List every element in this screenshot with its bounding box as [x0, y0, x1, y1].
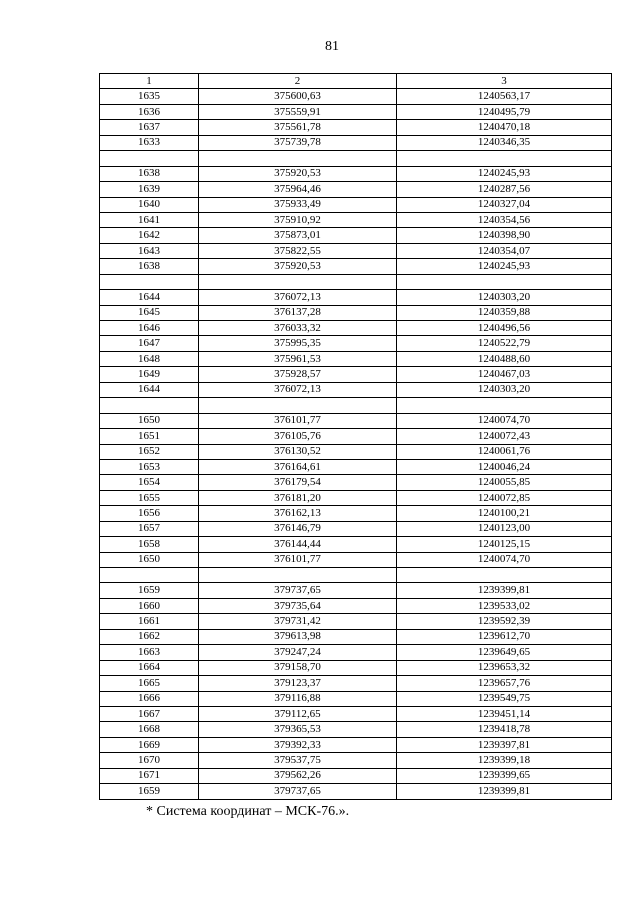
point-number-cell: 1644: [100, 382, 199, 397]
point-number-cell: 1647: [100, 336, 199, 351]
x-coordinate-cell: 375928,57: [199, 367, 397, 382]
x-coordinate-cell: 379392,33: [199, 737, 397, 752]
y-coordinate-cell: 1240074,70: [397, 413, 612, 428]
table-row: [100, 429, 612, 444]
x-coordinate-cell: 375873,01: [199, 228, 397, 243]
point-number-cell: 1659: [100, 583, 199, 598]
table-row: [100, 490, 612, 505]
table-row: [100, 135, 612, 150]
point-number-cell: 1651: [100, 429, 199, 444]
y-coordinate-cell: 1239549,75: [397, 691, 612, 706]
table-row: [100, 506, 612, 521]
point-number-cell: 1638: [100, 166, 199, 181]
point-number-cell: 1653: [100, 459, 199, 474]
y-coordinate-cell: 1240495,79: [397, 104, 612, 119]
table-row: [100, 676, 612, 691]
x-coordinate-cell: 376101,77: [199, 413, 397, 428]
y-coordinate-cell: 1239592,39: [397, 614, 612, 629]
x-coordinate-cell: 379158,70: [199, 660, 397, 675]
point-number-cell: [100, 568, 199, 583]
table-row: [100, 691, 612, 706]
point-number-cell: 1652: [100, 444, 199, 459]
page-number: 81: [325, 39, 339, 54]
point-number-cell: 1645: [100, 305, 199, 320]
table-separator-row: [100, 398, 612, 413]
table-row: [100, 737, 612, 752]
y-coordinate-cell: 1240522,79: [397, 336, 612, 351]
table-row: [100, 459, 612, 474]
table-body: [100, 89, 612, 799]
y-coordinate-cell: [397, 568, 612, 583]
point-number-cell: 1659: [100, 784, 199, 799]
y-coordinate-cell: 1240072,85: [397, 490, 612, 505]
point-number-cell: 1650: [100, 413, 199, 428]
y-coordinate-cell: 1239399,65: [397, 768, 612, 783]
x-coordinate-cell: 379737,65: [199, 784, 397, 799]
table-row: [100, 336, 612, 351]
y-coordinate-cell: 1240072,43: [397, 429, 612, 444]
y-coordinate-cell: 1239451,14: [397, 706, 612, 721]
point-number-cell: 1655: [100, 490, 199, 505]
y-coordinate-cell: 1240245,93: [397, 259, 612, 274]
point-number-cell: 1667: [100, 706, 199, 721]
y-coordinate-cell: 1240327,04: [397, 197, 612, 212]
x-coordinate-cell: 376072,13: [199, 290, 397, 305]
x-coordinate-cell: 376072,13: [199, 382, 397, 397]
column-header-point-number: 1: [100, 74, 199, 89]
y-coordinate-cell: 1239399,18: [397, 753, 612, 768]
x-coordinate-cell: 375920,53: [199, 259, 397, 274]
x-coordinate-cell: [199, 274, 397, 289]
table-row: [100, 784, 612, 799]
point-number-cell: 1660: [100, 598, 199, 613]
x-coordinate-cell: 379365,53: [199, 722, 397, 737]
table-row: [100, 228, 612, 243]
x-coordinate-cell: 379116,88: [199, 691, 397, 706]
y-coordinate-cell: 1239649,65: [397, 645, 612, 660]
y-coordinate-cell: 1239657,76: [397, 676, 612, 691]
point-number-cell: 1648: [100, 351, 199, 366]
y-coordinate-cell: 1240046,24: [397, 459, 612, 474]
table-row: [100, 413, 612, 428]
x-coordinate-cell: 376164,61: [199, 459, 397, 474]
x-coordinate-cell: 379537,75: [199, 753, 397, 768]
point-number-cell: 1641: [100, 212, 199, 227]
x-coordinate-cell: 379731,42: [199, 614, 397, 629]
point-number-cell: 1644: [100, 290, 199, 305]
point-number-cell: 1646: [100, 321, 199, 336]
table-separator-row: [100, 274, 612, 289]
x-coordinate-cell: 376105,76: [199, 429, 397, 444]
y-coordinate-cell: 1239612,70: [397, 629, 612, 644]
y-coordinate-cell: [397, 151, 612, 166]
y-coordinate-cell: 1239397,81: [397, 737, 612, 752]
table-row: [100, 351, 612, 366]
table-row: [100, 645, 612, 660]
table-row: [100, 89, 612, 104]
table-separator-row: [100, 151, 612, 166]
table-row: [100, 212, 612, 227]
table-row: [100, 290, 612, 305]
point-number-cell: 1665: [100, 676, 199, 691]
point-number-cell: 1654: [100, 475, 199, 490]
y-coordinate-cell: 1240398,90: [397, 228, 612, 243]
point-number-cell: 1639: [100, 182, 199, 197]
y-coordinate-cell: 1240100,21: [397, 506, 612, 521]
point-number-cell: [100, 398, 199, 413]
table-row: [100, 444, 612, 459]
table-row: [100, 475, 612, 490]
table-row: [100, 722, 612, 737]
coordinates-table: [99, 73, 612, 800]
coordinate-system-footnote: * Система координат – МСК-76.».: [146, 804, 350, 819]
point-number-cell: 1635: [100, 89, 199, 104]
x-coordinate-cell: 375559,91: [199, 104, 397, 119]
point-number-cell: 1662: [100, 629, 199, 644]
y-coordinate-cell: 1240467,03: [397, 367, 612, 382]
y-coordinate-cell: 1240245,93: [397, 166, 612, 181]
x-coordinate-cell: 376144,44: [199, 537, 397, 552]
table-header-row: [100, 74, 612, 89]
point-number-cell: 1671: [100, 768, 199, 783]
point-number-cell: 1633: [100, 135, 199, 150]
table-row: [100, 120, 612, 135]
point-number-cell: 1642: [100, 228, 199, 243]
table-row: [100, 243, 612, 258]
column-header-x-coordinate: 2: [199, 74, 397, 89]
x-coordinate-cell: 375600,63: [199, 89, 397, 104]
table-row: [100, 321, 612, 336]
x-coordinate-cell: 379737,65: [199, 583, 397, 598]
x-coordinate-cell: 379112,65: [199, 706, 397, 721]
x-coordinate-cell: [199, 398, 397, 413]
table-row: [100, 367, 612, 382]
y-coordinate-cell: 1240563,17: [397, 89, 612, 104]
y-coordinate-cell: 1240055,85: [397, 475, 612, 490]
x-coordinate-cell: 376181,20: [199, 490, 397, 505]
point-number-cell: 1640: [100, 197, 199, 212]
x-coordinate-cell: 379123,37: [199, 676, 397, 691]
point-number-cell: [100, 274, 199, 289]
table-row: [100, 660, 612, 675]
x-coordinate-cell: 376162,13: [199, 506, 397, 521]
x-coordinate-cell: 375933,49: [199, 197, 397, 212]
table-row: [100, 753, 612, 768]
point-number-cell: 1669: [100, 737, 199, 752]
y-coordinate-cell: 1240061,76: [397, 444, 612, 459]
x-coordinate-cell: [199, 151, 397, 166]
x-coordinate-cell: 376101,77: [199, 552, 397, 567]
x-coordinate-cell: 375910,92: [199, 212, 397, 227]
point-number-cell: 1668: [100, 722, 199, 737]
point-number-cell: 1658: [100, 537, 199, 552]
y-coordinate-cell: 1240303,20: [397, 382, 612, 397]
y-coordinate-cell: 1240354,07: [397, 243, 612, 258]
table-row: [100, 182, 612, 197]
table-row: [100, 259, 612, 274]
point-number-cell: 1670: [100, 753, 199, 768]
y-coordinate-cell: 1240287,56: [397, 182, 612, 197]
table-row: [100, 197, 612, 212]
point-number-cell: 1649: [100, 367, 199, 382]
table-row: [100, 706, 612, 721]
column-header-y-coordinate: 3: [397, 74, 612, 89]
table-row: [100, 166, 612, 181]
table-row: [100, 537, 612, 552]
table-row: [100, 629, 612, 644]
table-row: [100, 104, 612, 119]
x-coordinate-cell: 376033,32: [199, 321, 397, 336]
table-row: [100, 768, 612, 783]
point-number-cell: 1666: [100, 691, 199, 706]
y-coordinate-cell: 1239399,81: [397, 583, 612, 598]
x-coordinate-cell: 375961,53: [199, 351, 397, 366]
y-coordinate-cell: [397, 398, 612, 413]
y-coordinate-cell: 1240123,00: [397, 521, 612, 536]
y-coordinate-cell: 1240125,15: [397, 537, 612, 552]
point-number-cell: 1636: [100, 104, 199, 119]
x-coordinate-cell: 379247,24: [199, 645, 397, 660]
x-coordinate-cell: 376146,79: [199, 521, 397, 536]
x-coordinate-cell: 376137,28: [199, 305, 397, 320]
x-coordinate-cell: 376179,54: [199, 475, 397, 490]
x-coordinate-cell: 376130,52: [199, 444, 397, 459]
x-coordinate-cell: [199, 568, 397, 583]
point-number-cell: 1663: [100, 645, 199, 660]
x-coordinate-cell: 375561,78: [199, 120, 397, 135]
y-coordinate-cell: 1240496,56: [397, 321, 612, 336]
y-coordinate-cell: 1240359,88: [397, 305, 612, 320]
y-coordinate-cell: [397, 274, 612, 289]
point-number-cell: 1643: [100, 243, 199, 258]
table-row: [100, 382, 612, 397]
table-row: [100, 521, 612, 536]
y-coordinate-cell: 1239418,78: [397, 722, 612, 737]
x-coordinate-cell: 379735,64: [199, 598, 397, 613]
point-number-cell: 1637: [100, 120, 199, 135]
x-coordinate-cell: 379562,26: [199, 768, 397, 783]
x-coordinate-cell: 375964,46: [199, 182, 397, 197]
table-row: [100, 598, 612, 613]
y-coordinate-cell: 1239653,32: [397, 660, 612, 675]
y-coordinate-cell: 1239533,02: [397, 598, 612, 613]
table-row: [100, 614, 612, 629]
point-number-cell: 1664: [100, 660, 199, 675]
x-coordinate-cell: 375739,78: [199, 135, 397, 150]
point-number-cell: 1650: [100, 552, 199, 567]
point-number-cell: 1657: [100, 521, 199, 536]
point-number-cell: 1661: [100, 614, 199, 629]
y-coordinate-cell: 1240303,20: [397, 290, 612, 305]
table-separator-row: [100, 568, 612, 583]
y-coordinate-cell: 1240074,70: [397, 552, 612, 567]
x-coordinate-cell: 379613,98: [199, 629, 397, 644]
y-coordinate-cell: 1240346,35: [397, 135, 612, 150]
y-coordinate-cell: 1240470,18: [397, 120, 612, 135]
x-coordinate-cell: 375822,55: [199, 243, 397, 258]
point-number-cell: 1656: [100, 506, 199, 521]
x-coordinate-cell: 375920,53: [199, 166, 397, 181]
y-coordinate-cell: 1240354,56: [397, 212, 612, 227]
point-number-cell: [100, 151, 199, 166]
y-coordinate-cell: 1240488,60: [397, 351, 612, 366]
table-row: [100, 305, 612, 320]
table-row: [100, 583, 612, 598]
table-row: [100, 552, 612, 567]
x-coordinate-cell: 375995,35: [199, 336, 397, 351]
point-number-cell: 1638: [100, 259, 199, 274]
y-coordinate-cell: 1239399,81: [397, 784, 612, 799]
